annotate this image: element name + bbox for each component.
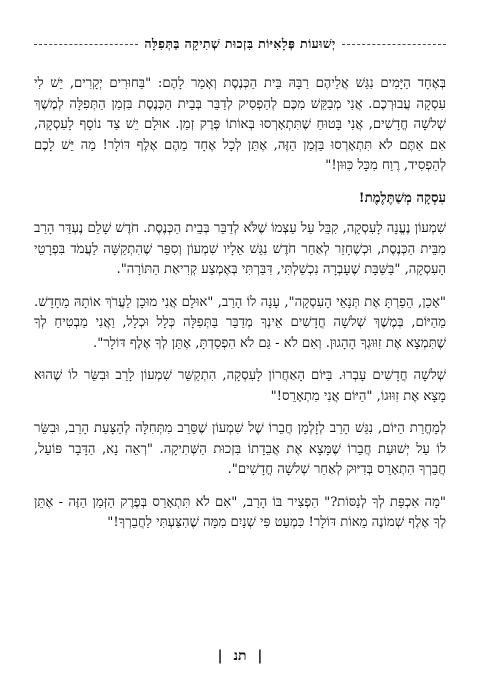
page-number: תנ bbox=[233, 648, 247, 664]
paragraph-3: שִׁמְעוֹן נֶעֱנָה לָעִסְקָה, קִבֵּל עַל עַצְמוֹ שֶׁלֹּא לְדַבֵּר בְּבֵית הַכְּנֶסֶת. חֹדֶשׁ שָׁלֵם נֶעְדַּר הָרַב מִבֵּית הַכְּנֶסֶת, וּכְשֶׁחָזַר לְאַחַר חֹדֶשׁ נִגַּשׁ אֵלָיו שִׁמְעוֹן וְסִפֵּר שֶׁהִתְקַשָּׁה לַעֲמֹד בִּפְרָטֵי הָעִסְקָה, "בַּשַּׁבָּת שֶׁעָבְרָה נִכְשַׁלְתִּי, דִּבַּרְתִּי בְּאֶמְצַע קְרִיאַת הַתּוֹרָה". bbox=[34, 221, 446, 277]
footer-bar-right: | bbox=[257, 648, 263, 664]
header-rule-right bbox=[342, 44, 446, 45]
footer-bar-left: | bbox=[217, 648, 223, 664]
page-footer bbox=[0, 648, 480, 665]
running-header bbox=[34, 36, 446, 52]
paragraph-6: לְמָחֳרַת הַיּוֹם, נִגַּשׁ הָרַב לְזָלְמָן חֲבֵרוֹ שֶׁל שִׁמְעוֹן שֶׁסֵּרֵב מִתְּחִלָּה לְהַצָּעַת הָרַב, וּבִשֵּׂר לוֹ עַל יְשׁוּעַת חֲבֵרוֹ שֶׁמָּצָא אֶת אֲבֵדָתוֹ בִּזְכוּת הַשְּׁתִיקָה. "רְאֵה נָא, הַדָּבָר פּוֹעֵל, חֲבֵרְךָ הִתְאָרֵס בְּדִיּוּק לְאַחַר שְׁלשָׁה חֳדָשִׁים". bbox=[34, 421, 446, 477]
header-title: יְשׁוּעוֹת פְּלָאִיּוֹת בִּזְכוּת שְׁתִיקָה בַּתְּפִלָּה bbox=[144, 36, 336, 51]
paragraph-1: בְּאֶחָד הַיָּמִים נִגַּשׁ אֲלֵיהֶם רַבָּהּ בֵּית הַכְּנֶסֶת וְאָמַר לָהֶם: "בַּחוּרִים יְקָרִים, יֵשׁ לִי עִסְקָה עֲבוּרְכֶם. אֲנִי מְבַקֵּשׁ מִכֶּם לְהַפְסִיק לְדַבֵּר בְּבֵית הַכְּנֶסֶת בִּזְמַן הַתְּפִלָּה לְמֶשֶׁךְ שְׁלשָׁה חֳדָשִׁים, אֲנִי בָּטוּחַ שֶׁתִּתְאָרְסוּ בְּאוֹתוֹ פֶּרֶק זְמַן. אוּלָם יֵשׁ צַד נוֹסָף לָעִסְקָה, אִם אַתֶּם לֹא תִּתְאָרְסוּ בַּזְּמַן הַזֶּה, אֶתֵּן לְכָל אֶחָד מֵהֶם אֶלֶף דּוֹלָר! מַה יֵּשׁ לָכֶם לְהַפְסִיד, רֶוַח מִכָּל כִּוּוּן!" bbox=[34, 76, 446, 173]
paragraph-4: "אָכֵן, הֵפַרְתָּ אֶת תְּנָאֵי הָעִסְקָה", עָנָה לוֹ הָרַב, "אוּלָם אֲנִי מוּכָן לַעֲרֹךְ אוֹתָהּ מֵחָדָשׁ. מֵהַיּוֹם, בְּמֶשֶׁךְ שְׁלשָׁה חֳדָשִׁים אֵינְךָ מְדַבֵּר בַּתְּפִלָּה כְּלָל וּכְלָל, וַאֲנִי מַבְטִיחַ לְךָ שֶׁתִּמְצָא אֶת זִוּוּגְךָ הָהָגוּן. וְאִם לֹא - גַּם לֹא הִפְסַדְתָּ, אֶתֵּן לְךָ אֶלֶף דּוֹלָר". bbox=[34, 294, 446, 351]
paragraph-5: שְׁלשָׁה חֳדָשִׁים עָבְרוּ. בַּיּוֹם הָאַחֲרוֹן לָעִסְקָה, הִתְקַשֵּׁר שִׁמְעוֹן לָרַב וּבִשֵּׂר לוֹ שֶׁהוּא מָצָא אֶת זִוּוּגוֹ, "הַיּוֹם אֲנִי מִתְאָרֵס!" bbox=[34, 368, 446, 404]
paragraph-7: "מָה אִכְפַּת לְךָ לְנַסּוֹת?" הִפְצִיר בּוֹ הָרַב, "אִם לֹא תִּתְאָרֵס בְּפֶרֶק הַזְּמַן הַזֶּה - אֶתֵּן לְךָ אֶלֶף שְׁמוֹנֶה מֵאוֹת דּוֹלָר! כִּמְעַט פִּי שְׁנַיִם מִמָּה שֶׁהִצַּעְתִּי לַחֲבֵרְךָ!" bbox=[34, 494, 446, 530]
header-rule-left bbox=[34, 44, 138, 45]
paragraph-2-subhead: עִסְקָה מְשַׁתֶּלֶמֶת! bbox=[358, 190, 446, 206]
